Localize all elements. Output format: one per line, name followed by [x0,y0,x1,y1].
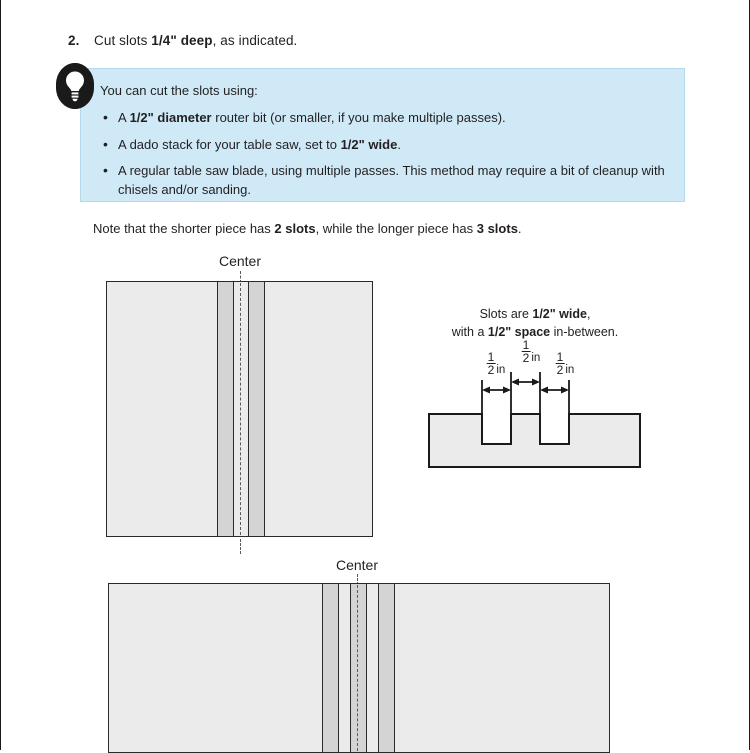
step-text-emphasis: 1/4" deep [151,33,213,48]
fraction-denominator: 2 [522,351,530,365]
caption-1-emphasis: 1/2" wide [532,307,587,321]
bullet-text-after: . [397,136,401,152]
fraction-numerator: 1 [487,350,495,364]
caption-1-before: Slots are [479,307,533,321]
note-emphasis-2: 3 slots [476,221,518,236]
bullet-text-before: A [118,110,130,125]
slot-longer-1 [322,584,339,752]
tip-lead-text: You can cut the slots using: [100,83,258,98]
tip-bullet-item [100,109,670,128]
dimension-unit: in [496,364,506,376]
note-after: . [517,221,522,236]
fraction-denominator: 2 [556,363,564,377]
step-number: 2. [68,33,80,48]
dimension-label-space [522,339,541,364]
page-edge-rule-left [0,0,1,750]
center-label-shorter-piece: Center [218,253,262,269]
fraction-numerator: 1 [522,338,530,352]
center-line-shorter-piece-inner [240,283,241,535]
board-diagram-longer-piece [108,583,610,753]
slot-shorter-1 [217,282,234,536]
note-before: Note that the shorter piece has [93,221,275,236]
cross-section-caption [452,306,618,341]
step-text-before: Cut slots [94,33,152,48]
dimension-label-slot-2 [556,351,575,376]
tip-callout-box [80,68,685,202]
slot-shorter-2 [248,282,265,536]
note-emphasis-1: 2 slots [274,221,316,236]
cross-section-caption-line-1 [452,306,618,324]
caption-2-before: with a [451,324,488,339]
bullet-text-before: A dado stack for your table saw, set to [118,136,341,152]
dimension-label-slot-1 [487,351,506,376]
fraction-one-half [556,351,565,376]
tip-bullet-item [100,162,670,199]
center-line-longer-piece-inner [357,585,358,751]
cross-section-diagram [427,338,642,482]
center-label-longer-piece: Center [335,557,379,573]
lightbulb-icon [56,63,94,109]
caption-1-after: , [586,307,591,321]
bullet-text-emphasis: 1/2" wide [340,136,398,152]
fraction-denominator: 2 [487,363,495,377]
slot-longer-3 [378,584,395,752]
step-text [94,31,297,51]
fraction-one-half [487,351,496,376]
tip-content [100,81,670,199]
dimension-unit: in [565,364,575,376]
dimension-unit: in [531,352,541,364]
center-line-shorter-piece-bottom [240,539,241,554]
bullet-text-before: A regular table saw blade, using multiple passes. This method may require a bit of cleanup with chisels and/or sanding. [118,163,665,197]
caption-2-after: in-between. [550,324,619,339]
caption-2-emphasis: 1/2" space [487,324,551,339]
note-middle: , while the longer piece has [315,221,477,236]
tip-bullet-list [100,109,670,199]
slot-longer-2 [350,584,367,752]
instruction-step-2 [68,31,297,51]
tip-bullet-item [100,136,670,155]
bullet-text-emphasis: 1/2" diameter [129,110,212,125]
step-text-after: , as indicated. [212,33,298,48]
fraction-numerator: 1 [556,350,564,364]
bullet-text-after: router bit (or smaller, if you make multiple passes). [211,110,506,125]
note-line [93,219,522,238]
fraction-one-half [522,339,531,364]
